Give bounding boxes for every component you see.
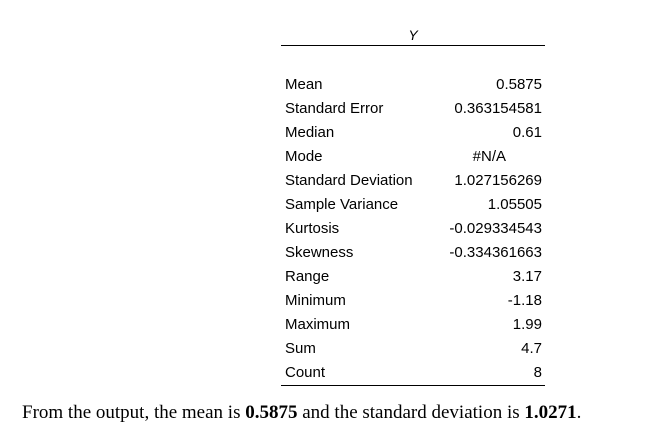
row-label-maximum: Maximum — [285, 316, 351, 333]
table-row — [281, 241, 545, 265]
row-label-skewness: Skewness — [285, 244, 354, 261]
row-label-sample-variance: Sample Variance — [285, 196, 399, 213]
row-value-standard-error: 0.363154581 — [454, 100, 542, 117]
caption-std-value: 1.0271 — [524, 402, 577, 423]
row-value-minimum: -1.18 — [507, 292, 542, 309]
table-row — [281, 217, 545, 241]
row-value-skewness: -0.334361663 — [449, 244, 542, 261]
column-header: Y — [281, 26, 545, 46]
descriptive-statistics-table — [281, 26, 545, 386]
caption-prefix: From the output, the mean is — [22, 402, 246, 423]
row-label-mean: Mean — [285, 76, 323, 93]
row-value-mean: 0.5875 — [496, 76, 542, 93]
header-spacer — [281, 46, 545, 73]
table-row — [281, 193, 545, 217]
table-row — [281, 313, 545, 337]
row-label-median: Median — [285, 124, 335, 141]
table-row — [281, 169, 545, 193]
table-row — [281, 361, 545, 385]
row-label-range: Range — [285, 268, 330, 285]
row-value-kurtosis: -0.029334543 — [449, 220, 542, 237]
row-label-standard-error: Standard Error — [285, 100, 384, 117]
row-value-standard-deviation: 1.027156269 — [454, 172, 542, 189]
row-label-minimum: Minimum — [285, 292, 346, 309]
table-bottom-rule — [281, 385, 545, 386]
row-label-kurtosis: Kurtosis — [285, 220, 340, 237]
table-row — [281, 145, 545, 169]
caption-suffix: . — [576, 402, 582, 423]
table-row — [281, 121, 545, 145]
table-row — [281, 97, 545, 121]
caption-middle: and the standard deviation is — [297, 402, 525, 423]
table-row — [281, 289, 545, 313]
row-value-sample-variance: 1.05505 — [487, 196, 542, 213]
table-row — [281, 265, 545, 289]
row-value-median: 0.61 — [512, 124, 542, 141]
row-label-count: Count — [285, 364, 326, 381]
row-value-count: 8 — [533, 364, 542, 381]
row-value-sum: 4.7 — [521, 340, 542, 357]
row-label-standard-deviation: Standard Deviation — [285, 172, 413, 189]
row-value-range: 3.17 — [512, 268, 542, 285]
table-row — [281, 337, 545, 361]
caption-text — [22, 402, 581, 424]
table-row — [281, 73, 545, 97]
row-value-mode: #N/A — [472, 148, 506, 165]
row-label-sum: Sum — [285, 340, 316, 357]
caption-mean-value: 0.5875 — [245, 402, 298, 423]
row-value-maximum: 1.99 — [512, 316, 542, 333]
row-label-mode: Mode — [285, 148, 323, 165]
